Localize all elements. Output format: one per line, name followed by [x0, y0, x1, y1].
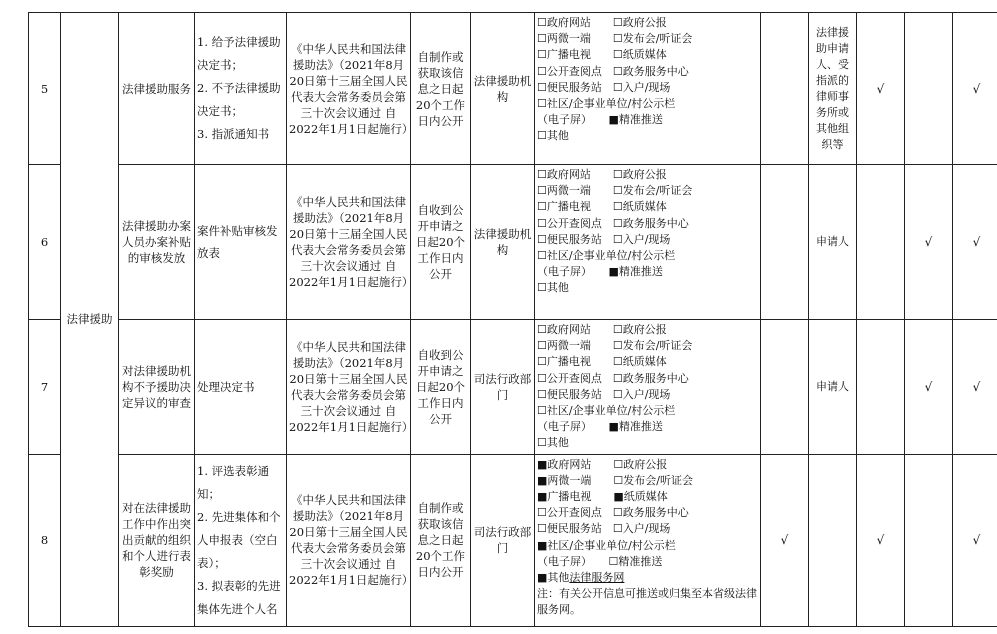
disclosure-subject: 司法行政部门	[471, 454, 535, 626]
disclosure-channels: ☐政府网站 ☐政府公报 ☐两微一端 ☐发布会/听证会 ☐广播电视 ☐纸质媒体 ☐公开查阅点 ☐政务服务中心 ☐便民服务站 ☐入户/现场 ☐社区/企事业单位/村公示栏 （电子屏） ■精准推送 ☐其他	[535, 165, 761, 320]
disclosure-content: 1. 给予法律援助决定书； 2. 不予法律援助决定书； 3. 指派通知书	[195, 13, 287, 165]
disclosure-channels: ☐政府网站 ☐政府公报 ☐两微一端 ☐发布会/听证会 ☐广播电视 ☐纸质媒体 ☐公开查阅点 ☐政务服务中心 ☐便民服务站 ☐入户/现场 ☐社区/企事业单位/村公示栏 （电子屏） ■精准推送 ☐其他	[535, 320, 761, 455]
item-name: 对在法律援助工作中作出突出贡献的组织和个人进行表彰奖励	[119, 454, 195, 626]
check-mark: √	[761, 454, 809, 626]
check-mark: √	[857, 13, 905, 165]
item-name: 法律援助服务	[119, 13, 195, 165]
disclosure-table	[28, 12, 997, 627]
disclosure-channels: ☐政府网站 ☐政府公报 ☐两微一端 ☐发布会/听证会 ☐广播电视 ☐纸质媒体 ☐公开查阅点 ☐政务服务中心 ☐便民服务站 ☐入户/现场 ☐社区/企事业单位/村公示栏 （电子屏） ■精准推送 ☐其他	[535, 13, 761, 165]
disclosure-time: 自收到公开申请之日起20个工作日内公开	[411, 320, 471, 455]
disclosure-time: 自制作或获取该信息之日起20个工作日内公开	[411, 13, 471, 165]
table-row	[29, 454, 997, 626]
empty-cell	[857, 165, 905, 320]
row-number: 7	[29, 320, 61, 455]
check-mark: √	[905, 165, 953, 320]
disclosure-target	[809, 454, 857, 626]
check-mark: √	[953, 320, 997, 455]
legal-service-network-link[interactable]: 法律服务网	[569, 571, 625, 585]
row-number: 6	[29, 165, 61, 320]
empty-cell	[905, 454, 953, 626]
disclosure-time: 自收到公开申请之日起20个工作日内公开	[411, 165, 471, 320]
table-row	[29, 320, 997, 455]
channel-note: 注：有关公开信息可推送或归集至本省级法律服务网。	[537, 587, 757, 617]
check-mark: √	[953, 454, 997, 626]
disclosure-subject: 司法行政部门	[471, 320, 535, 455]
disclosure-target: 法律援助申请人、受指派的律师事务所或其他组织等	[809, 13, 857, 165]
table-row	[29, 13, 997, 165]
table-row	[29, 165, 997, 320]
disclosure-subject: 法律援助机构	[471, 13, 535, 165]
disclosure-content: 1. 评选表彰通知； 2. 先进集体和个人申报表（空白表）； 3. 拟表彰的先进集体先进个人名	[195, 454, 287, 626]
legal-basis: 《中华人民共和国法律援助法》（2021年8月20日第十三届全国人民代表大会常务委员会第三十次会议通过 自2022年1月1日起施行）	[287, 13, 411, 165]
item-name: 法律援助办案人员办案补贴的审核发放	[119, 165, 195, 320]
legal-basis: 《中华人民共和国法律援助法》（2021年8月20日第十三届全国人民代表大会常务委员会第三十次会议通过 自2022年1月1日起施行）	[287, 454, 411, 626]
disclosure-time: 自制作或获取该信息之日起20个工作日内公开	[411, 454, 471, 626]
disclosure-target: 申请人	[809, 165, 857, 320]
row-number: 8	[29, 454, 61, 626]
disclosure-channels: ■政府网站 ☐政府公报 ■两微一端 ☐发布会/听证会 ■广播电视 ■纸质媒体 ☐公开查阅点 ☐政务服务中心 ☐便民服务站 ☐入户/现场 ■社区/企事业单位/村公示栏 （电子屏） ☐精准推送 ■其他法律服务网 注：有关公开信息可推送或归集至本省级法律服务网。	[535, 454, 761, 626]
check-mark: √	[905, 320, 953, 455]
empty-cell	[905, 13, 953, 165]
disclosure-content: 处理决定书	[195, 320, 287, 455]
check-mark: √	[953, 13, 997, 165]
empty-cell	[761, 165, 809, 320]
row-number: 5	[29, 13, 61, 165]
category-cell: 法律援助	[61, 13, 119, 627]
empty-cell	[761, 13, 809, 165]
empty-cell	[857, 320, 905, 455]
legal-basis: 《中华人民共和国法律援助法》（2021年8月20日第十三届全国人民代表大会常务委员会第三十次会议通过 自2022年1月1日起施行）	[287, 320, 411, 455]
item-name: 对法律援助机构不予援助决定异议的审查	[119, 320, 195, 455]
disclosure-subject: 法律援助机构	[471, 165, 535, 320]
legal-basis: 《中华人民共和国法律援助法》（2021年8月20日第十三届全国人民代表大会常务委员会第三十次会议通过 自2022年1月1日起施行）	[287, 165, 411, 320]
check-mark: √	[857, 454, 905, 626]
disclosure-content: 案件补贴审核发放表	[195, 165, 287, 320]
check-mark: √	[953, 165, 997, 320]
empty-cell	[761, 320, 809, 455]
disclosure-target: 申请人	[809, 320, 857, 455]
